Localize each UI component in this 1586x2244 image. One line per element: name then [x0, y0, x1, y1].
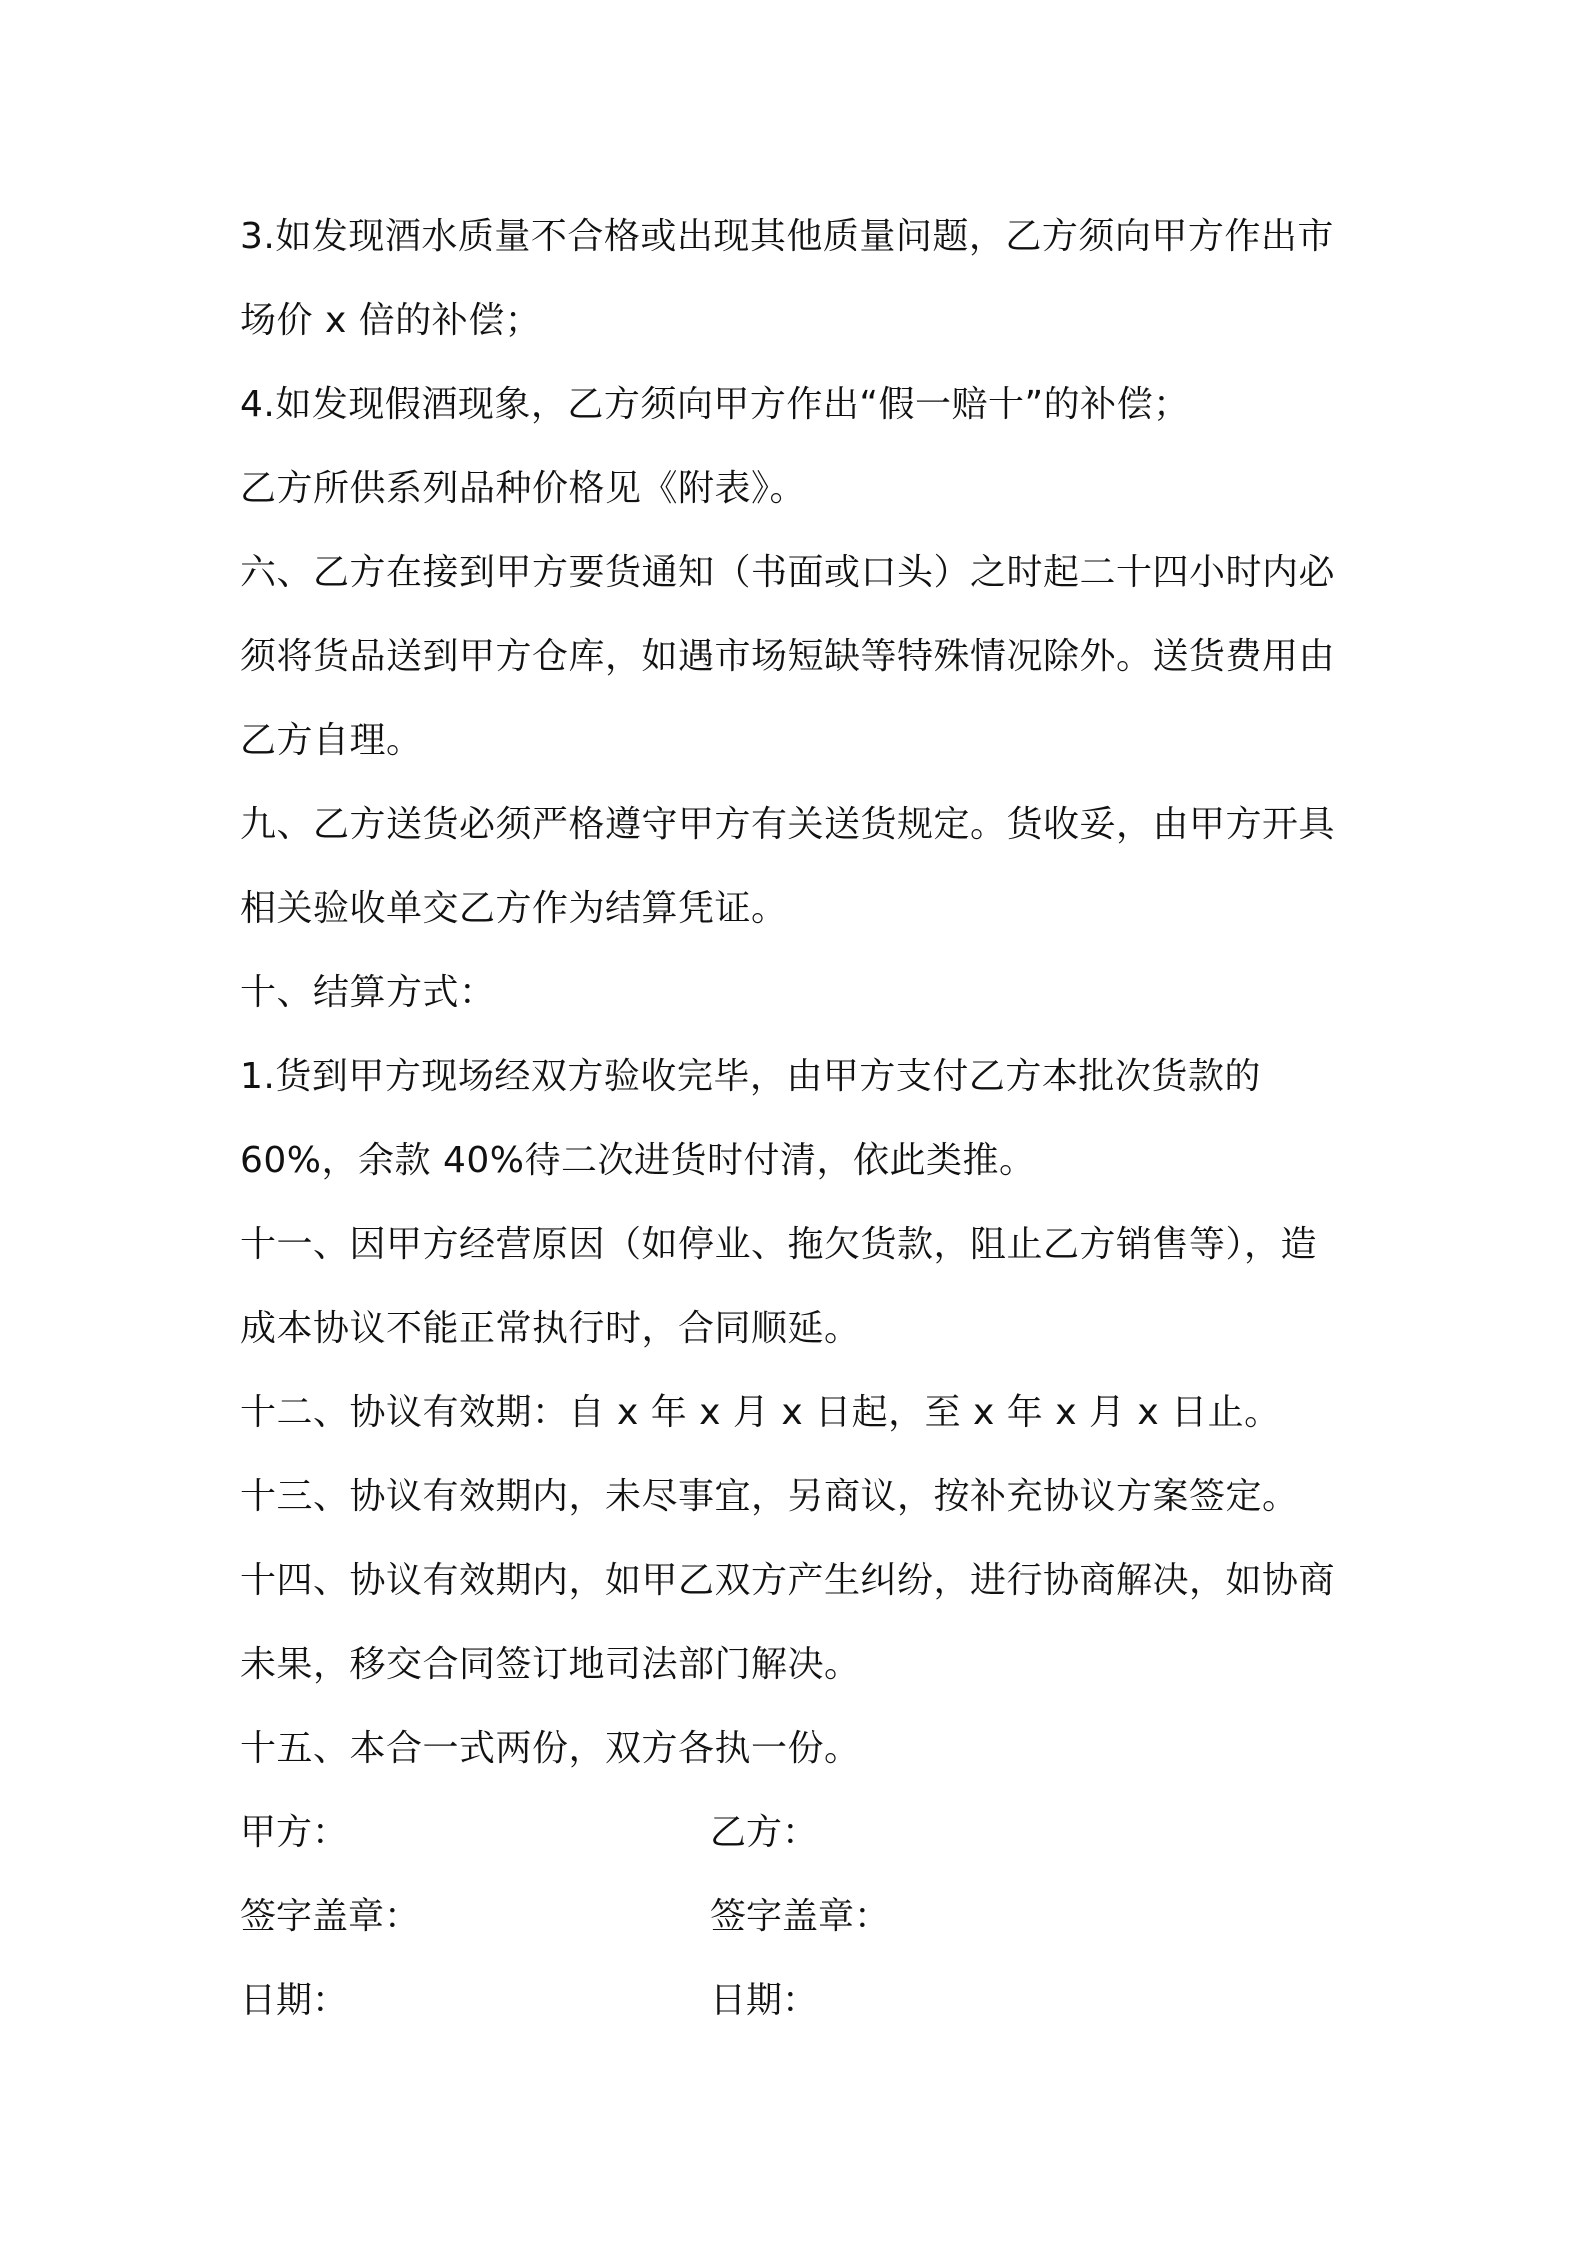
party-b-label: 乙方： [710, 1812, 819, 1853]
text-line: 六、乙方在接到甲方要货通知（书面或口头）之时起二十四小时内必 [240, 552, 1336, 593]
clause-twelve-validity [240, 1371, 1360, 1455]
text-line: 十五、本合一式两份，双方各执一份。 [240, 1728, 861, 1769]
party-a-label: 甲方： [240, 1812, 349, 1853]
text-line: 须将货品送到甲方仓库，如遇市场短缺等特殊情况除外。送货费用由 [240, 636, 1336, 677]
text-line: 十四、协议有效期内，如甲乙双方产生纠纷，进行协商解决，如协商 [240, 1560, 1336, 1601]
text-line: 十三、协议有效期内，未尽事宜，另商议，按补充协议方案签定。 [240, 1476, 1299, 1517]
text-line: 九、乙方送货必须严格遵守甲方有关送货规定。货收妥，由甲方开具 [240, 804, 1336, 845]
clause-price-appendix [240, 447, 1360, 531]
text-line: 未果，移交合同签订地司法部门解决。 [240, 1644, 861, 1685]
signature-row-party [240, 1791, 1360, 1875]
clause-nine-delivery-rules [240, 783, 1360, 951]
text-line: 成本协议不能正常执行时，合同顺延。 [240, 1308, 861, 1349]
clause-eleven-extension [240, 1203, 1360, 1371]
party-b-date-label: 日期： [710, 1980, 819, 2021]
text-line: 十二、协议有效期：自 x 年 x 月 x 日起，至 x 年 x 月 x 日止。 [240, 1392, 1281, 1433]
party-a-date-label: 日期： [240, 1980, 349, 2021]
signature-block [240, 1791, 1360, 2043]
text-line: 场价 x 倍的补偿； [240, 300, 542, 341]
clause-settlement-terms [240, 1035, 1360, 1203]
clause-fourteen-disputes [240, 1539, 1360, 1707]
clause-fake-liquor [240, 363, 1360, 447]
party-a-seal-label: 签字盖章： [240, 1896, 421, 1937]
clause-thirteen-supplement [240, 1455, 1360, 1539]
clause-six-delivery [240, 531, 1360, 783]
clause-ten-settlement-heading [240, 951, 1360, 1035]
clause-quality-compensation [240, 195, 1360, 363]
text-line: 乙方所供系列品种价格见《附表》。 [240, 468, 807, 509]
text-line: 60%，余款 40%待二次进货时付清，依此类推。 [240, 1140, 1036, 1181]
text-line: 十一、因甲方经营原因（如停业、拖欠货款，阻止乙方销售等），造 [240, 1224, 1318, 1265]
document-body [240, 195, 1360, 2043]
signature-row-seal [240, 1875, 1360, 1959]
text-line: 3.如发现酒水质量不合格或出现其他质量问题，乙方须向甲方作出市 [240, 216, 1334, 257]
text-line: 4.如发现假酒现象，乙方须向甲方作出“假一赔十”的补偿； [240, 384, 1190, 425]
party-b-seal-label: 签字盖章： [710, 1896, 891, 1937]
text-line: 乙方自理。 [240, 720, 423, 761]
text-line: 十、结算方式： [240, 972, 496, 1013]
signature-row-date [240, 1959, 1360, 2043]
text-line: 1.货到甲方现场经双方验收完毕，由甲方支付乙方本批次货款的 [240, 1056, 1261, 1097]
clause-fifteen-copies [240, 1707, 1360, 1791]
text-line: 相关验收单交乙方作为结算凭证。 [240, 888, 788, 929]
